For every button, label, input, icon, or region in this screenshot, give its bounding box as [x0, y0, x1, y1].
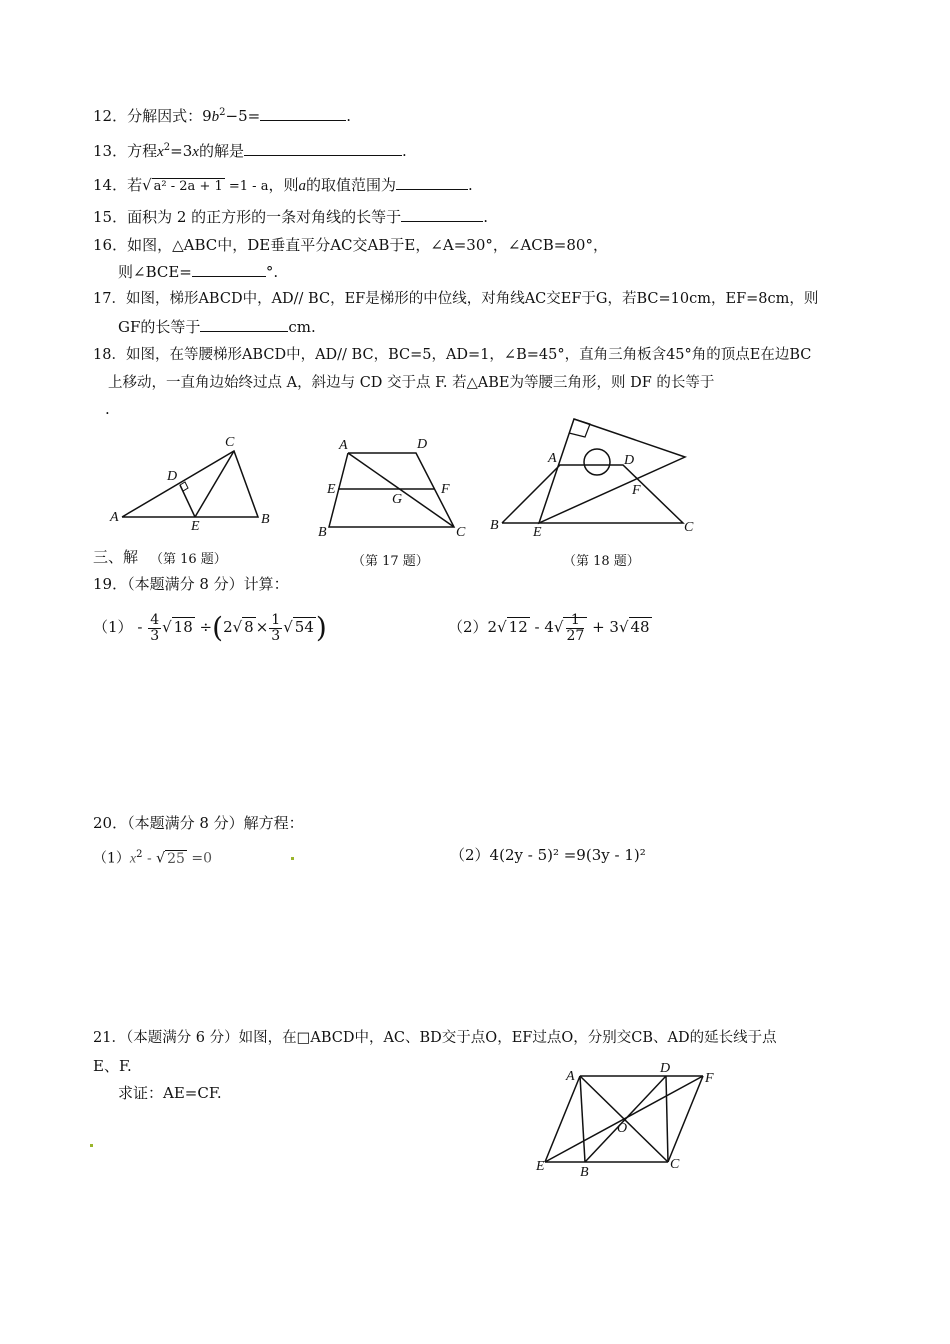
label-F: F: [632, 483, 641, 498]
answer-blank: [244, 141, 402, 156]
question-17-line2: GF的长等于 cm.: [118, 318, 316, 336]
question-19-title: 19．（本题满分 8 分）计算：: [93, 575, 289, 593]
label-D: D: [624, 453, 635, 468]
label-C: C: [684, 520, 694, 535]
label-C: C: [225, 435, 235, 450]
answer-blank: [401, 207, 483, 222]
question-15: 15．面积为 2 的正方形的一条对角线的长等于 .: [93, 208, 488, 226]
label-A: A: [110, 510, 119, 525]
question-16-line2: 则∠BCE= °.: [118, 263, 279, 281]
question-14: 14．若√ a² - 2a + 1 =1 - a，则a的取值范围为 .: [93, 176, 473, 194]
question-13: 13．方程$x^2=3x$的解是 .: [93, 142, 407, 160]
caption-17: （第 17 题）: [352, 554, 429, 569]
figure-18: [502, 419, 685, 523]
label-E: E: [191, 519, 200, 534]
figure-17: [329, 453, 454, 527]
stray-dot: [291, 857, 294, 860]
label-A: A: [339, 438, 348, 453]
section-3-heading: 三、解: [93, 548, 139, 566]
question-12: 12．分解因式：$9b^2-5=$ .: [93, 107, 351, 125]
label-E: E: [327, 482, 336, 497]
caption-18: （第 18 题）: [563, 554, 640, 569]
question-21-prove: 求证：AE=CF.: [118, 1084, 222, 1102]
caption-16: （第 16 题）: [150, 552, 227, 567]
question-18-line3: .: [105, 400, 110, 418]
answer-blank: [260, 106, 346, 121]
label-E: E: [536, 1159, 545, 1174]
label-D: D: [660, 1061, 671, 1076]
answer-blank: [200, 317, 288, 332]
question-18: 18．如图，在等腰梯形ABCD中，AD// BC，BC=5，AD=1，∠B=45°，直角三角板含45°角的顶点E在边BC: [93, 347, 812, 363]
stray-dot: [90, 1144, 93, 1147]
label-F: F: [441, 482, 450, 497]
figures-16-18: [100, 415, 720, 545]
label-G: G: [392, 492, 403, 507]
label-F: F: [705, 1071, 714, 1086]
label-E: E: [533, 525, 542, 540]
question-21: 21．（本题满分 6 分）如图，在□ABCD中，AC、BD交于点O，EF过点O，分别交CB、AD的延长线于点: [93, 1030, 777, 1046]
label-B: B: [580, 1165, 589, 1180]
question-21-line2: E、F.: [93, 1057, 132, 1075]
label-B: B: [318, 525, 327, 540]
label-A: A: [548, 451, 557, 466]
question-16: 16．如图，△ABC中，DE垂直平分AC交AB于E，∠A=30°，∠ACB=80°，: [93, 236, 608, 254]
answer-blank: [396, 175, 468, 190]
label-D: D: [167, 469, 178, 484]
label-B: B: [490, 518, 499, 533]
label-A: A: [566, 1069, 575, 1084]
label-O: O: [617, 1121, 628, 1136]
figure-21: [530, 1060, 730, 1180]
label-B: B: [261, 512, 270, 527]
figure-16: [122, 451, 258, 517]
label-C: C: [670, 1157, 680, 1172]
question-20-title: 20．（本题满分 8 分）解方程：: [93, 814, 304, 832]
question-20-part1: $(1)x^2$ - √ 25 =0: [93, 849, 212, 867]
question-17: 17．如图，梯形ABCD中，AD// BC，EF是梯形的中位线，对角线AC交EF于G，若BC=10cm，EF=8cm，则: [93, 291, 819, 307]
answer-blank: [192, 262, 266, 277]
question-19-part2: （2）2√ 12 - 4√ $\frac{1}{27}$ + 3√ 48: [448, 611, 650, 644]
label-C: C: [456, 525, 466, 540]
label-D: D: [417, 437, 428, 452]
question-20-part2: （2）4(2y - 5)² =9(3y - 1)²: [450, 846, 646, 864]
question-18-line2: 上移动，一直角边始终过点 A，斜边与 CD 交于点 F. 若△ABE为等腰三角形，则 DF 的长等于: [108, 375, 715, 391]
question-19-part1: （1） - $\frac{4}{3}$ √ 18 ÷(2√ 8 × $\frac{1}{3}$ √ 54): [93, 611, 327, 644]
